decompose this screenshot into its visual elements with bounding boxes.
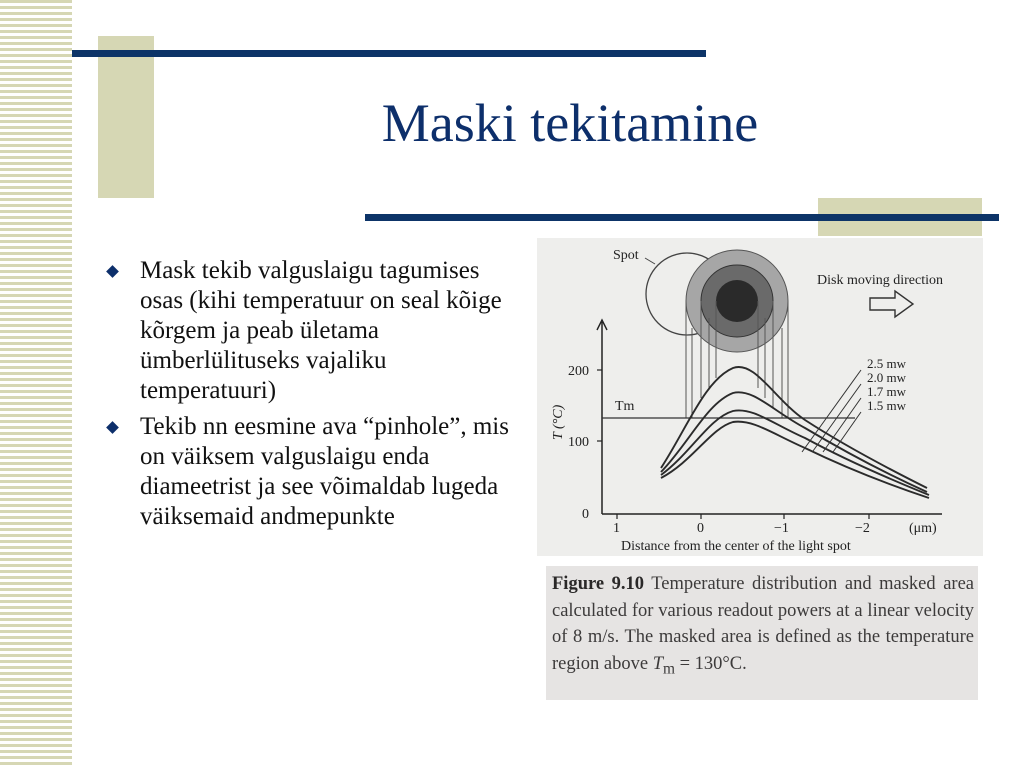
- series-label: 1.7 mw: [867, 384, 906, 399]
- decorative-stripe-band: [0, 0, 72, 768]
- diamond-bullet-icon: [106, 421, 119, 434]
- y-tick-label: 0: [582, 507, 589, 522]
- decorative-line-top: [72, 50, 706, 57]
- bullet-item: [104, 256, 524, 406]
- direction-label: Disk moving direction: [817, 273, 943, 288]
- figure-caption: [546, 566, 978, 700]
- right-arrow-icon: [870, 291, 913, 317]
- caption-formula-subscript: m: [662, 660, 675, 678]
- x-tick-label: −2: [855, 521, 870, 536]
- bullet-item: [104, 412, 524, 532]
- x-tick-label: 0: [697, 521, 704, 536]
- masked-area-inner: [716, 280, 758, 322]
- series-label: 2.5 mw: [867, 356, 906, 371]
- caption-formula-symbol: T: [652, 653, 663, 674]
- x-tick-label: −1: [774, 521, 789, 536]
- series-label: 2.0 mw: [867, 370, 906, 385]
- decorative-line-bottom: [365, 214, 999, 221]
- slide-title: Maski tekitamine: [381, 93, 759, 153]
- caption-text: Temperature distribution and masked area calculated for various readout powers at a linear velocity of 8 m/s. The masked area is defined as the temperature region above: [552, 574, 974, 674]
- decorative-block-left: [98, 36, 154, 198]
- temperature-figure: [537, 238, 983, 556]
- spot-label: Spot: [613, 248, 639, 263]
- x-axis-unit: (μm): [909, 521, 937, 536]
- bullet-text: Mask tekib valguslaigu tagumises osas (kihi temperatuur on seal kõige kõrgem ja peab ületama ümberlülituseks vajaliku temperatuuri): [140, 257, 502, 404]
- bullet-text: Tekib nn eesmine ava “pinhole”, mis on väiksem valguslaigu enda diameetrist ja see võimaldab lugeda väiksemaid andmepunkte: [140, 413, 509, 530]
- series-label: 1.5 mw: [867, 398, 906, 413]
- caption-formula-value: = 130°C.: [674, 653, 747, 674]
- y-tick-label: 200: [568, 364, 589, 379]
- y-axis-label: T (°C): [551, 404, 566, 440]
- x-tick-label: 1: [613, 521, 620, 536]
- diamond-bullet-icon: [106, 265, 119, 278]
- bullet-list: [104, 256, 524, 538]
- tm-label: Tm: [615, 399, 635, 414]
- y-tick-label: 100: [568, 435, 589, 450]
- x-axis-label: Distance from the center of the light spot: [621, 539, 851, 554]
- caption-figure-number: Figure 9.10: [552, 574, 644, 594]
